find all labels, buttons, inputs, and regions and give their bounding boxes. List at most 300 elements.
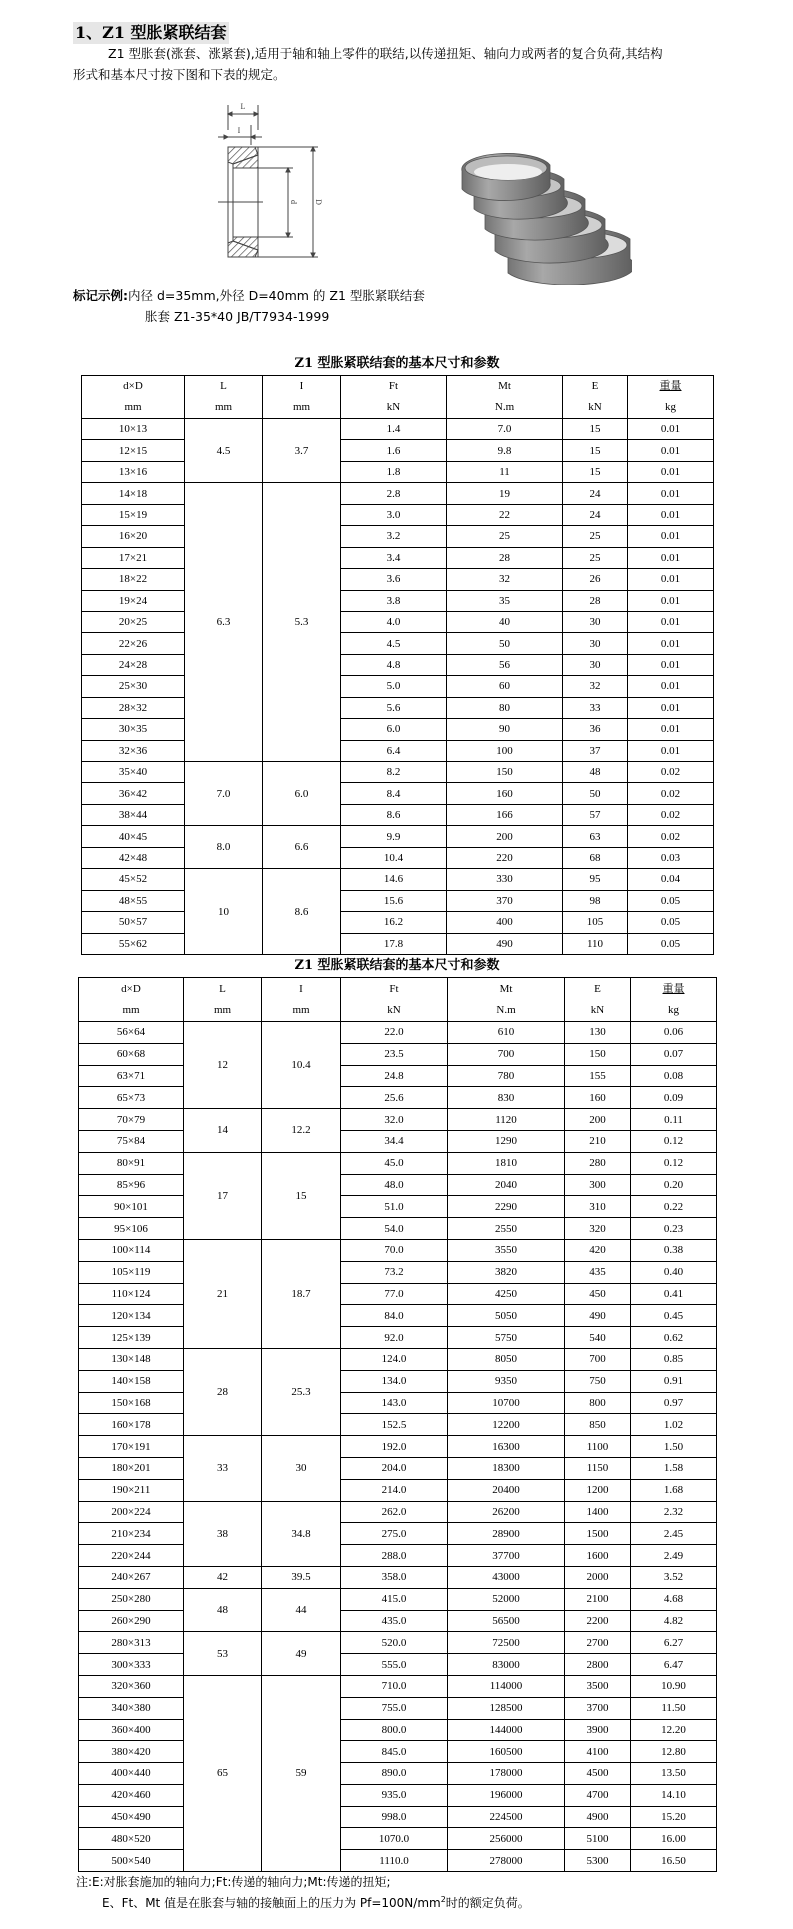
cell-Ft: 1110.0 [341,1850,448,1872]
cell-size: 16×20 [82,526,185,547]
cell-Ft: 800.0 [341,1719,448,1741]
cell-Mt: 490 [447,933,563,954]
cell-Ft: 520.0 [341,1632,448,1654]
cell-E: 3500 [565,1675,631,1697]
table-row [79,1283,717,1305]
cell-weight: 16.50 [631,1850,717,1872]
cell-L: 53 [184,1632,262,1676]
cell-Mt: 37700 [448,1545,565,1567]
column-name: 重量 [659,380,682,392]
cell-size: 65×73 [79,1087,184,1109]
cell-Ft: 5.6 [341,697,447,718]
cell-E: 25 [563,547,628,568]
cell-E: 24 [563,504,628,525]
cell-weight: 0.62 [631,1327,717,1349]
expansion-rings-photo [460,145,632,285]
cell-Mt: 1810 [448,1152,565,1174]
cell-Mt: 278000 [448,1850,565,1872]
cell-Ft: 214.0 [341,1479,448,1501]
column-header [628,376,714,419]
column-header [263,376,341,419]
cell-E: 25 [563,526,628,547]
cell-E: 26 [563,569,628,590]
cell-weight: 0.11 [631,1109,717,1131]
cell-size: 30×35 [82,719,185,740]
cell-Ft: 435.0 [341,1610,448,1632]
cell-Mt: 114000 [448,1675,565,1697]
table-row [79,1763,717,1785]
cell-Mt: 20400 [448,1479,565,1501]
cell-weight: 10.90 [631,1675,717,1697]
cell-weight: 15.20 [631,1806,717,1828]
cell-E: 50 [563,783,628,804]
cell-Ft: 4.8 [341,654,447,675]
cell-size: 180×201 [79,1457,184,1479]
cell-Ft: 5.0 [341,676,447,697]
cell-E: 490 [565,1305,631,1327]
cell-E: 155 [565,1065,631,1087]
cell-size: 320×360 [79,1675,184,1697]
table-row [82,440,714,461]
cell-Ft: 6.0 [341,719,447,740]
cell-size: 24×28 [82,654,185,675]
cell-Ft: 134.0 [341,1370,448,1392]
cell-E: 98 [563,890,628,911]
cell-size: 20×25 [82,611,185,632]
cell-size: 75×84 [79,1130,184,1152]
note-line-2-text: E、Ft、Mt 值是在胀套与轴的接触面上的压力为 Pf=100N/mm [102,1896,441,1910]
cell-L: 48 [184,1588,262,1632]
cell-Ft: 70.0 [341,1239,448,1261]
cell-weight: 0.01 [628,590,714,611]
cell-weight: 0.01 [628,569,714,590]
table-row [79,1261,717,1283]
cell-E: 310 [565,1196,631,1218]
cell-I: 44 [262,1588,341,1632]
table-row [82,633,714,654]
cell-weight: 0.41 [631,1283,717,1305]
cell-E: 3700 [565,1697,631,1719]
cell-Ft: 84.0 [341,1305,448,1327]
header-row [82,376,714,419]
label-d: d [289,200,298,204]
cell-I: 12.2 [262,1109,341,1153]
cell-E: 15 [563,440,628,461]
column-unit: mm [292,1003,310,1016]
cell-Mt: 330 [447,869,563,890]
cell-weight: 0.38 [631,1239,717,1261]
cell-size: 380×420 [79,1741,184,1763]
cell-Mt: 256000 [448,1828,565,1850]
cell-size: 90×101 [79,1196,184,1218]
cell-Ft: 6.4 [341,740,447,761]
cell-size: 340×380 [79,1697,184,1719]
cell-size: 50×57 [82,912,185,933]
cell-Mt: 2040 [448,1174,565,1196]
cell-size: 28×32 [82,697,185,718]
cell-weight: 2.49 [631,1545,717,1567]
cell-L: 33 [184,1436,262,1501]
cell-Ft: 8.6 [341,804,447,825]
cell-E: 32 [563,676,628,697]
cell-E: 4900 [565,1806,631,1828]
column-name: I [299,380,304,392]
cell-Mt: 144000 [448,1719,565,1741]
table-row [79,1654,717,1676]
cell-Ft: 4.5 [341,633,447,654]
cell-weight: 0.02 [628,783,714,804]
cell-I: 3.7 [263,419,341,483]
table-row [82,783,714,804]
cell-size: 56×64 [79,1022,184,1044]
cell-Mt: 56 [447,654,563,675]
cell-Ft: 710.0 [341,1675,448,1697]
cell-size: 55×62 [82,933,185,954]
cell-size: 13×16 [82,461,185,482]
cell-size: 140×158 [79,1370,184,1392]
cell-size: 60×68 [79,1043,184,1065]
cell-size: 100×114 [79,1239,184,1261]
table-row [82,697,714,718]
cell-E: 4500 [565,1763,631,1785]
table-row [79,1675,717,1697]
cell-size: 22×26 [82,633,185,654]
marking-example-line-2: 胀套 Z1-35*40 JB/T7934-1999 [145,309,330,324]
cell-Ft: 358.0 [341,1566,448,1588]
note-line-2 [102,1894,530,1912]
cell-size: 150×168 [79,1392,184,1414]
cell-Mt: 8050 [448,1348,565,1370]
cell-size: 420×460 [79,1784,184,1806]
cell-Mt: 43000 [448,1566,565,1588]
cell-weight: 0.07 [631,1043,717,1065]
column-header [341,376,447,419]
cell-L: 8.0 [185,826,263,869]
intro-line-2: 形式和基本尺寸按下图和下表的规定。 [73,67,286,82]
cell-Ft: 25.6 [341,1087,448,1109]
cell-Mt: 100 [447,740,563,761]
column-name: 重量 [662,982,685,995]
cell-E: 1600 [565,1545,631,1567]
cell-Ft: 45.0 [341,1152,448,1174]
cell-Mt: 220 [447,847,563,868]
cell-Mt: 196000 [448,1784,565,1806]
cell-size: 200×224 [79,1501,184,1523]
cell-size: 480×520 [79,1828,184,1850]
cell-size: 40×45 [82,826,185,847]
cell-weight: 0.01 [628,719,714,740]
column-unit: kN [588,401,602,413]
table-row [79,1828,717,1850]
cell-size: 280×313 [79,1632,184,1654]
table-1-header [82,376,714,419]
header-row [79,978,717,1022]
note-line-2-end: 时的额定负荷。 [445,1896,530,1910]
table-row [79,1457,717,1479]
cell-size: 80×91 [79,1152,184,1174]
cell-E: 450 [565,1283,631,1305]
label-D: D [314,199,323,205]
cell-weight: 0.01 [628,419,714,440]
cell-size: 38×44 [82,804,185,825]
cell-I: 6.0 [263,762,341,826]
column-name: L [219,982,226,995]
cell-E: 2100 [565,1588,631,1610]
cell-Mt: 700 [448,1043,565,1065]
cell-E: 57 [563,804,628,825]
cell-Mt: 72500 [448,1632,565,1654]
cell-E: 200 [565,1109,631,1131]
cell-weight: 0.04 [628,869,714,890]
cell-Ft: 998.0 [341,1806,448,1828]
table-row [79,1130,717,1152]
cell-E: 5100 [565,1828,631,1850]
cell-Mt: 150 [447,762,563,783]
cell-weight: 0.01 [628,461,714,482]
cell-Ft: 3.0 [341,504,447,525]
cell-size: 125×139 [79,1327,184,1349]
cell-E: 280 [565,1152,631,1174]
table-row [82,804,714,825]
cell-size: 70×79 [79,1109,184,1131]
cell-weight: 0.01 [628,547,714,568]
cell-weight: 0.97 [631,1392,717,1414]
column-name: Ft [389,982,399,995]
table-row [79,1719,717,1741]
cell-weight: 1.68 [631,1479,717,1501]
cell-weight: 0.01 [628,740,714,761]
table-row [79,1087,717,1109]
cell-Mt: 178000 [448,1763,565,1785]
cell-Ft: 4.0 [341,611,447,632]
cell-Ft: 2.8 [341,483,447,504]
table-row [79,1523,717,1545]
table-row [82,654,714,675]
cell-weight: 0.05 [628,933,714,954]
cell-Mt: 370 [447,890,563,911]
cell-Ft: 51.0 [341,1196,448,1218]
cell-Mt: 35 [447,590,563,611]
drawing-lines [218,105,318,257]
table-row [79,1545,717,1567]
table-row [82,826,714,847]
table-row [79,1850,717,1872]
marking-example-label: 标记示例: [73,288,128,303]
cell-Ft: 192.0 [341,1436,448,1458]
table-row [82,419,714,440]
cell-E: 700 [565,1348,631,1370]
column-header [79,978,184,1022]
cell-Mt: 19 [447,483,563,504]
cell-L: 21 [184,1239,262,1348]
cell-I: 39.5 [262,1566,341,1588]
cell-E: 15 [563,461,628,482]
spec-table-2 [78,977,717,1872]
cell-size: 42×48 [82,847,185,868]
cell-size: 130×148 [79,1348,184,1370]
table-row [79,1109,717,1131]
column-header [631,978,717,1022]
cell-weight: 0.01 [628,526,714,547]
table-row [82,719,714,740]
cell-E: 5300 [565,1850,631,1872]
cell-Mt: 18300 [448,1457,565,1479]
cell-weight: 0.09 [631,1087,717,1109]
ring-stack [462,153,632,285]
cell-E: 95 [563,869,628,890]
cell-E: 210 [565,1130,631,1152]
column-unit: kN [590,1003,605,1016]
cell-size: 160×178 [79,1414,184,1436]
cell-Ft: 415.0 [341,1588,448,1610]
cell-Mt: 52000 [448,1588,565,1610]
table-row [82,912,714,933]
cell-E: 1500 [565,1523,631,1545]
cell-E: 3900 [565,1719,631,1741]
cell-Ft: 935.0 [341,1784,448,1806]
cell-E: 30 [563,633,628,654]
table-2-body [79,1022,717,1872]
cell-Ft: 77.0 [341,1283,448,1305]
column-unit: mm [292,401,311,413]
cell-L: 42 [184,1566,262,1588]
cell-weight: 0.12 [631,1152,717,1174]
cell-weight: 2.32 [631,1501,717,1523]
cell-Mt: 25 [447,526,563,547]
table-row [79,1741,717,1763]
cell-E: 68 [563,847,628,868]
table-2-title: Z1 型胀紧联结套的基本尺寸和参数 [294,958,500,973]
cell-Mt: 400 [447,912,563,933]
cell-Mt: 32 [447,569,563,590]
cell-weight: 0.40 [631,1261,717,1283]
cell-Ft: 34.4 [341,1130,448,1152]
cell-I: 30 [262,1436,341,1501]
cell-size: 85×96 [79,1174,184,1196]
cell-E: 320 [565,1218,631,1240]
cell-Mt: 160 [447,783,563,804]
cell-size: 105×119 [79,1261,184,1283]
table-row [79,1174,717,1196]
cell-Mt: 780 [448,1065,565,1087]
cell-size: 32×36 [82,740,185,761]
cell-Mt: 12200 [448,1414,565,1436]
cell-E: 36 [563,719,628,740]
table-row [79,1610,717,1632]
cell-Ft: 890.0 [341,1763,448,1785]
table-row [82,569,714,590]
cell-Mt: 28 [447,547,563,568]
cell-size: 36×42 [82,783,185,804]
cross-section-drawing [218,100,328,265]
column-header [447,376,563,419]
column-name: d×D [123,380,143,392]
cell-I: 34.8 [262,1501,341,1566]
column-unit: kg [665,401,676,413]
cell-E: 435 [565,1261,631,1283]
table-row [82,461,714,482]
cell-weight: 16.00 [631,1828,717,1850]
column-name: I [299,982,303,995]
cell-size: 110×124 [79,1283,184,1305]
cell-E: 33 [563,697,628,718]
cell-size: 500×540 [79,1850,184,1872]
cell-E: 150 [565,1043,631,1065]
intro-line-1: Z1 型胀套(涨套、涨紧套),适用于轴和轴上零件的联结,以传递扭矩、轴向力或两者的复合负荷,其结构 [108,46,663,61]
cell-E: 4100 [565,1741,631,1763]
column-name: Ft [388,380,399,392]
cell-weight: 0.23 [631,1218,717,1240]
cell-E: 2000 [565,1566,631,1588]
cell-L: 7.0 [185,762,263,826]
cell-size: 170×191 [79,1436,184,1458]
cell-Mt: 9.8 [447,440,563,461]
cell-size: 120×134 [79,1305,184,1327]
table-1-body [82,419,714,955]
cell-weight: 0.85 [631,1348,717,1370]
table-row [79,1806,717,1828]
cell-E: 750 [565,1370,631,1392]
table-row [79,1479,717,1501]
table-row [79,1414,717,1436]
cell-Mt: 11 [447,461,563,482]
cell-I: 5.3 [263,483,341,762]
cell-Mt: 200 [447,826,563,847]
cell-Mt: 160500 [448,1741,565,1763]
column-name: Mt [499,982,513,995]
table-row [79,1501,717,1523]
table-row [79,1588,717,1610]
cell-E: 2700 [565,1632,631,1654]
cell-E: 48 [563,762,628,783]
cell-Ft: 24.8 [341,1065,448,1087]
cell-Ft: 1.4 [341,419,447,440]
cell-weight: 0.01 [628,611,714,632]
cell-E: 30 [563,611,628,632]
table-row [82,890,714,911]
cell-E: 37 [563,740,628,761]
cell-size: 190×211 [79,1479,184,1501]
cell-weight: 0.02 [628,826,714,847]
cell-Mt: 2550 [448,1218,565,1240]
cell-weight: 12.20 [631,1719,717,1741]
table-row [79,1152,717,1174]
column-name: E [591,380,599,392]
column-unit: kg [668,1003,679,1016]
table-row [82,483,714,504]
column-header [185,376,263,419]
cell-E: 24 [563,483,628,504]
cell-Mt: 5050 [448,1305,565,1327]
marking-example [73,286,425,306]
cell-Ft: 10.4 [341,847,447,868]
cell-size: 300×333 [79,1654,184,1676]
table-row [82,611,714,632]
column-header [565,978,631,1022]
column-name: E [594,982,601,995]
cell-weight: 0.02 [628,804,714,825]
cell-weight: 0.01 [628,654,714,675]
cell-Ft: 8.2 [341,762,447,783]
note-line-1: 注:E:对胀套施加的轴向力;Ft:传递的轴向力;Mt:传递的扭矩; [76,1875,391,1889]
cell-weight: 4.68 [631,1588,717,1610]
cell-Mt: 9350 [448,1370,565,1392]
cell-Mt: 56500 [448,1610,565,1632]
cell-weight: 3.52 [631,1566,717,1588]
cell-L: 65 [184,1675,262,1871]
cell-Mt: 83000 [448,1654,565,1676]
cell-I: 18.7 [262,1239,341,1348]
